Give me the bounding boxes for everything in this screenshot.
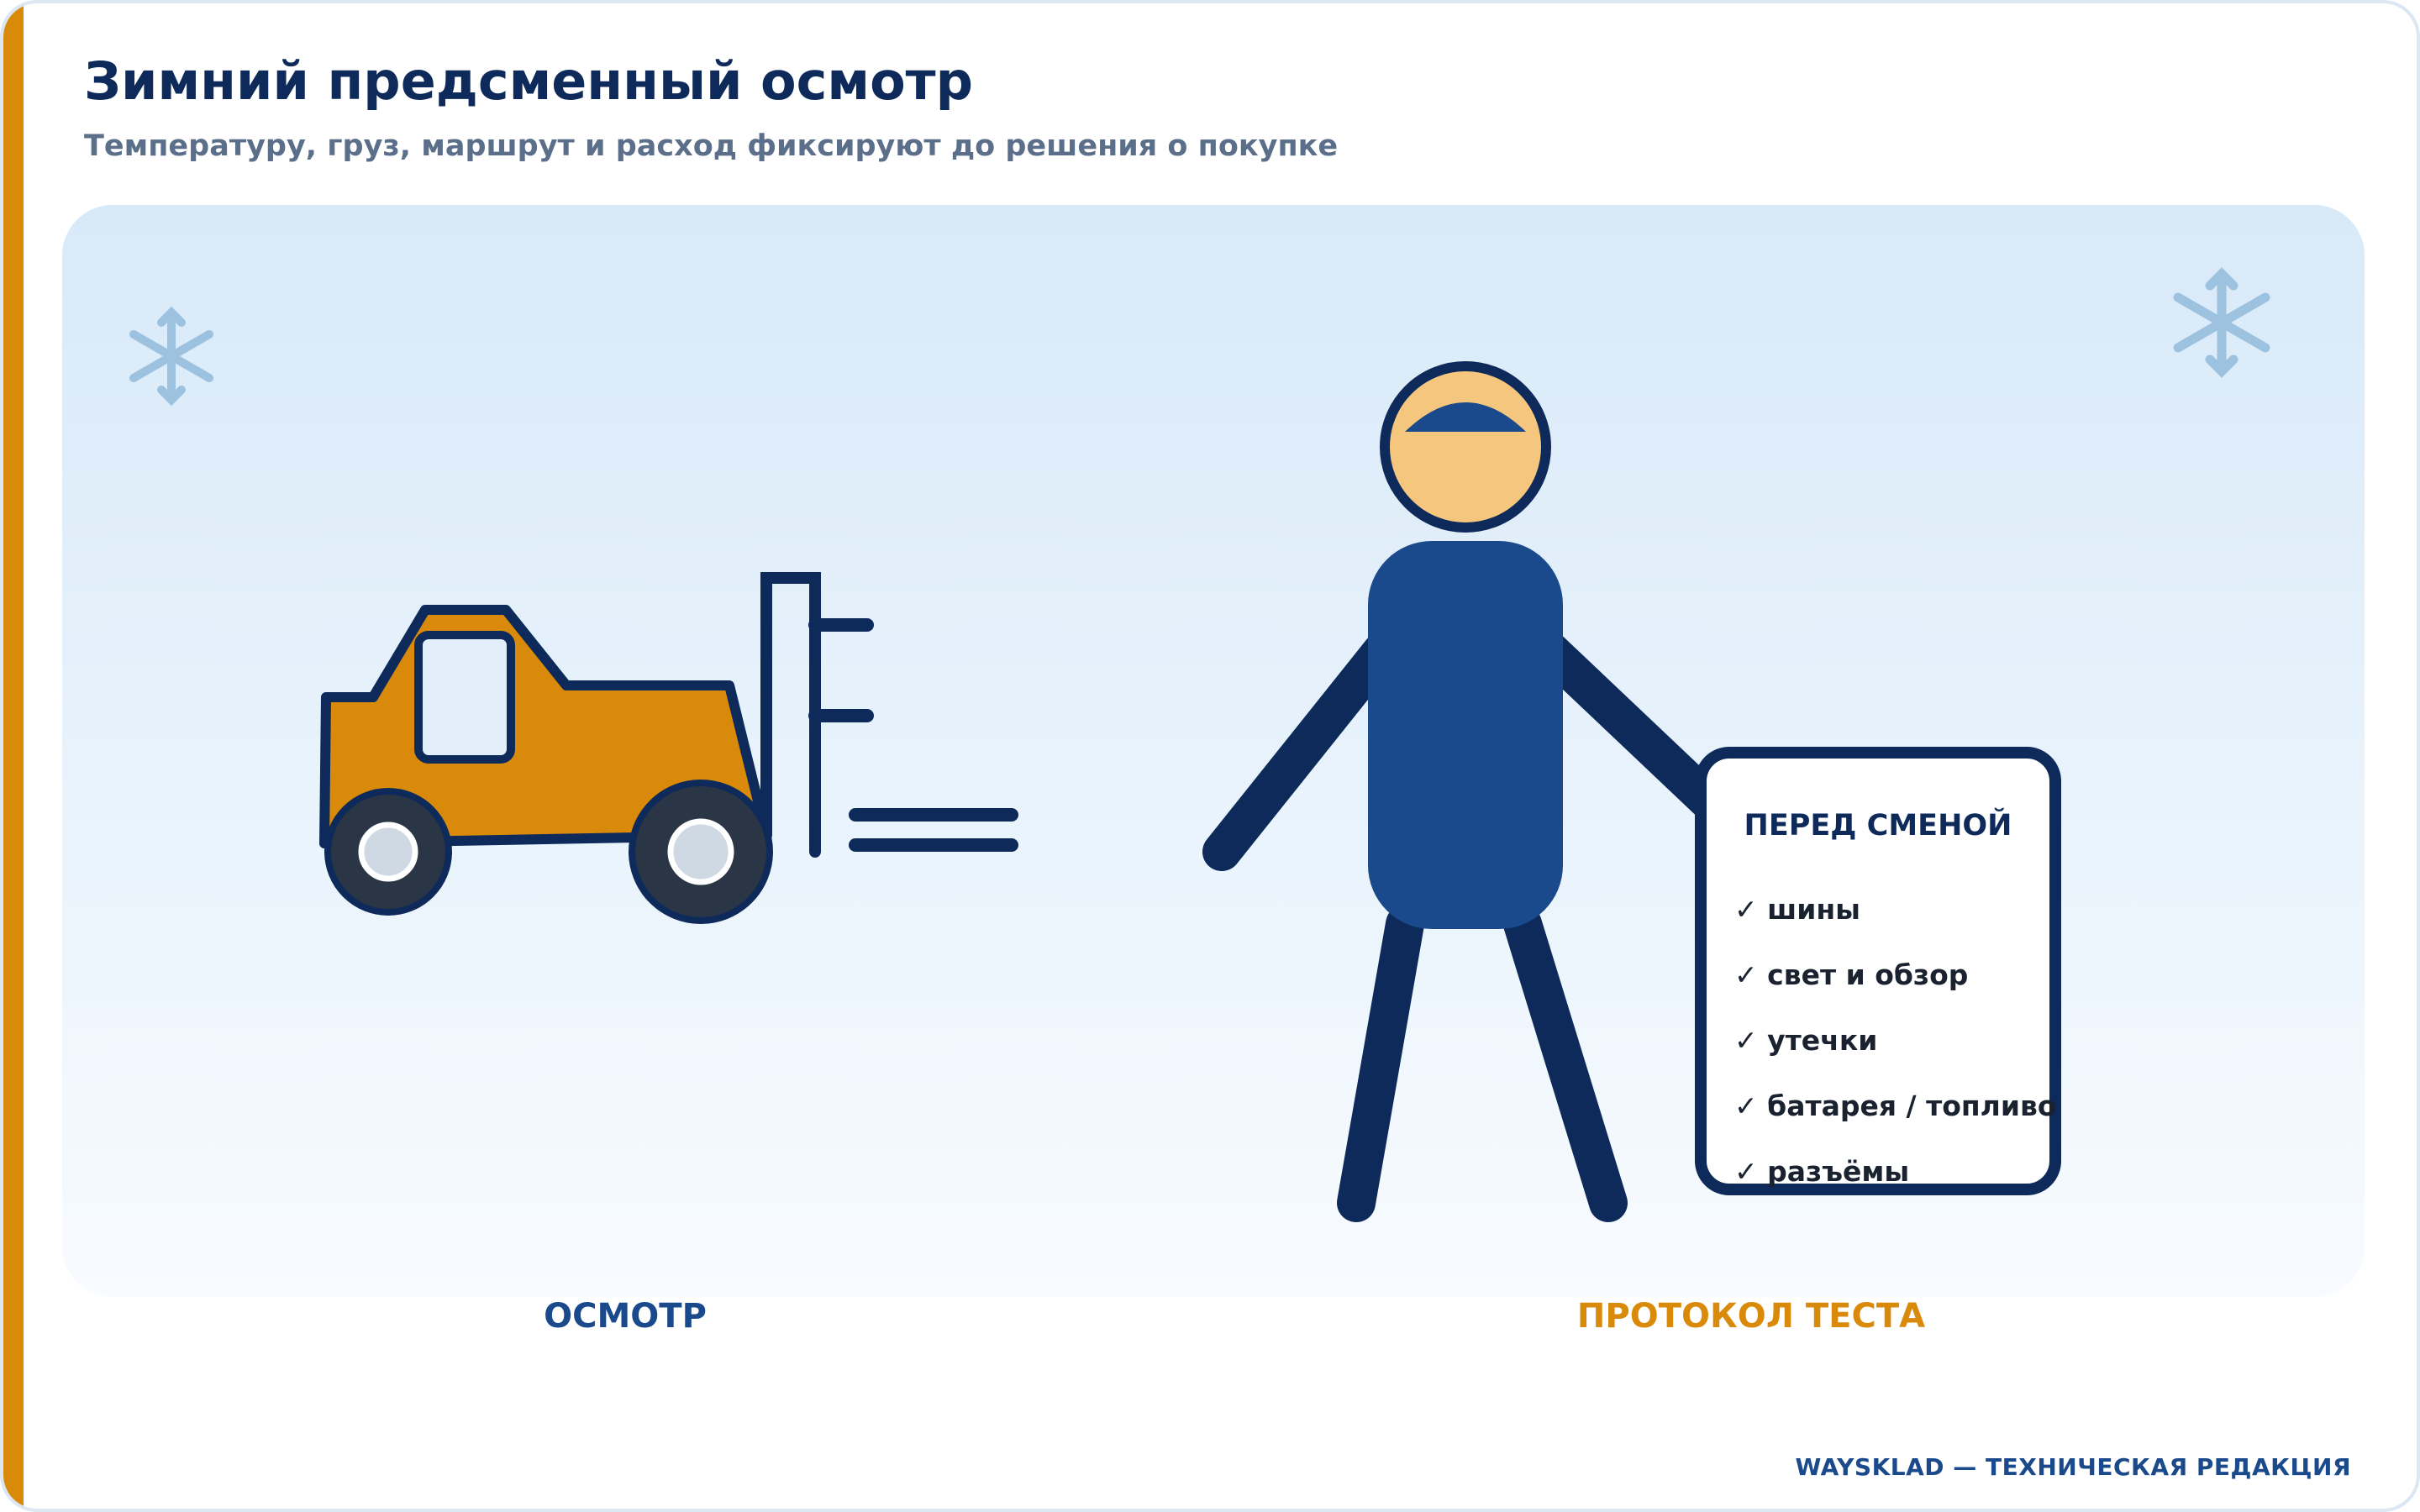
- check-icon: ✓: [1734, 893, 1758, 926]
- check-icon: ✓: [1734, 958, 1758, 991]
- snowflake-icon: [2178, 274, 2265, 371]
- svg-text:✓ свет и обзор: [1734, 958, 1968, 991]
- check-icon: ✓: [1734, 1155, 1758, 1188]
- inspection-label: ОСМОТР: [544, 1297, 707, 1336]
- checklist-board: [1701, 753, 2057, 1189]
- accent-bar: [3, 3, 24, 1512]
- svg-text:✓ шины: [1734, 893, 1860, 926]
- page-title: Зимний предсменный осмотр: [84, 50, 973, 112]
- checklist-item: утечки: [1767, 1024, 1878, 1057]
- svg-text:✓ батарея / топливо: [1734, 1089, 2057, 1122]
- inspector-figure: [1222, 366, 1709, 1203]
- check-icon: ✓: [1734, 1024, 1758, 1057]
- checklist-item: шины: [1767, 893, 1860, 926]
- checklist-item: батарея / топливо: [1767, 1089, 2057, 1122]
- check-icon: ✓: [1734, 1089, 1758, 1122]
- svg-text:✓ утечки: [1734, 1024, 1877, 1057]
- illustration: [62, 205, 2365, 1297]
- snowflake-icon: [134, 312, 209, 400]
- protocol-label: ПРОТОКОЛ ТЕСТА: [1576, 1297, 1926, 1336]
- illustration-panel: [62, 205, 2365, 1297]
- footer-credit: WAYSKLAD — ТЕХНИЧЕСКАЯ РЕДАКЦИЯ: [1795, 1453, 2351, 1481]
- checklist-item: свет и обзор: [1767, 958, 1969, 991]
- checklist-heading: ПЕРЕД СМЕНОЙ: [1744, 809, 2012, 843]
- page-subtitle: Температуру, груз, маршрут и расход фиксируют до решения о покупке: [84, 129, 1339, 163]
- checklist-item: разъёмы: [1767, 1155, 1910, 1188]
- forklift-icon: [324, 578, 1012, 921]
- svg-text:✓ разъёмы: [1734, 1155, 1909, 1188]
